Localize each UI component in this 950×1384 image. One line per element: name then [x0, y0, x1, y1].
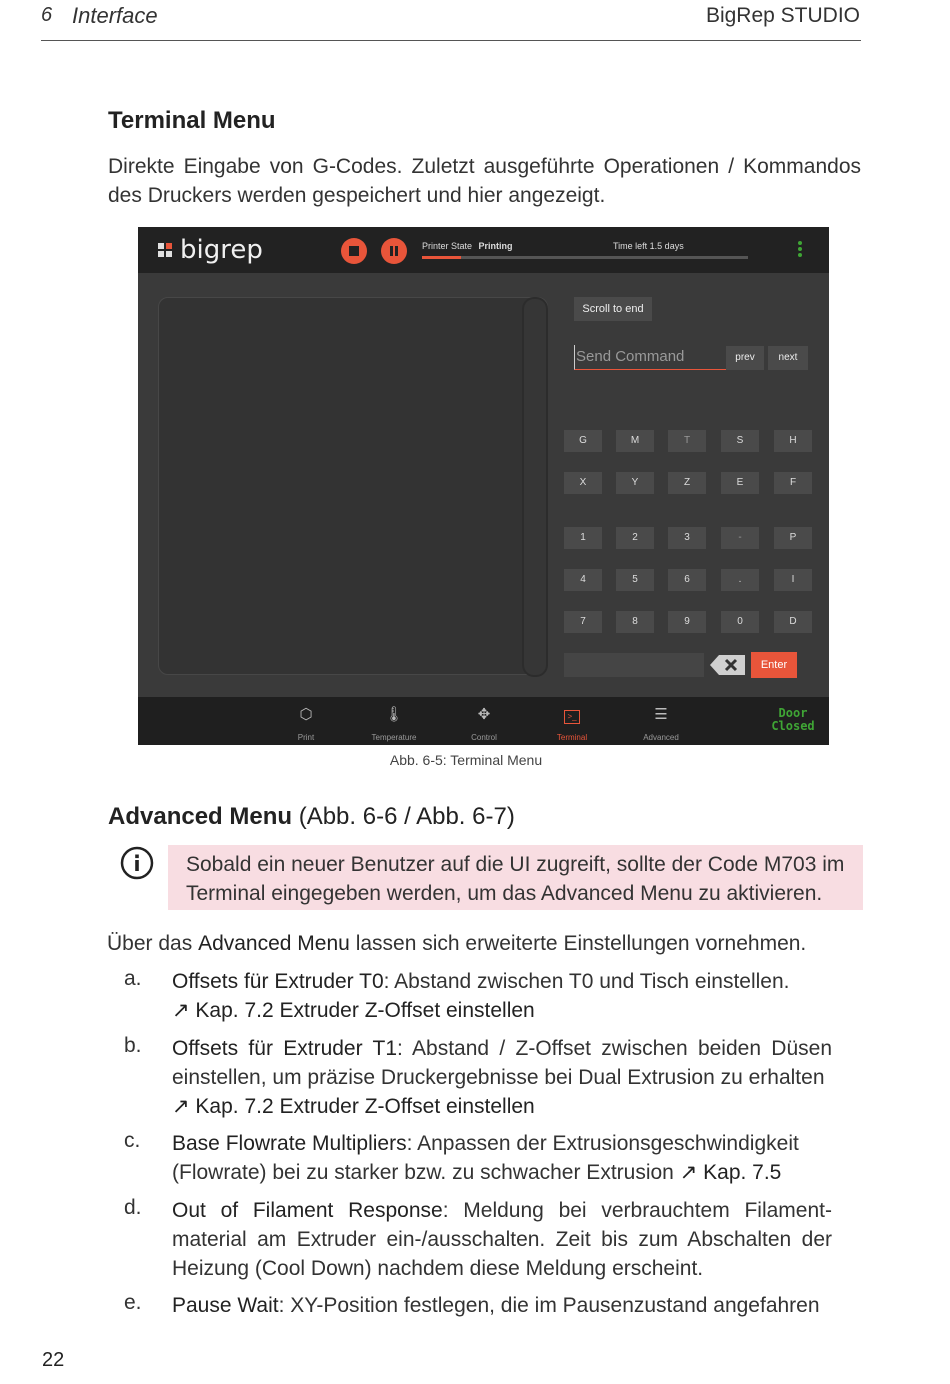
- bottom-nav: [138, 697, 829, 745]
- backspace-icon: [710, 654, 746, 676]
- list-item-b: Offsets für Extruder T1: Abstand / Z-Offset zwischen beiden Düsen einstellen, um präzise Druckergebnisse bei Dual Extrusion zu erhalten ↗ Kap. 7.2 Extruder Z-Offset einstellen: [172, 1034, 832, 1121]
- figure-reference: (Abb. 6-6 / Abb. 6-7): [298, 803, 515, 830]
- chapter-title: Interface: [72, 3, 158, 28]
- key-z[interactable]: Z: [668, 472, 706, 494]
- key-m[interactable]: M: [616, 430, 654, 452]
- terminal-output[interactable]: [158, 297, 548, 675]
- key-3[interactable]: 3: [668, 527, 706, 549]
- printer-state-label: Printer State: [422, 241, 473, 251]
- door-status: Door Closed: [771, 706, 815, 733]
- nav-advanced[interactable]: ☰ Advanced: [621, 705, 701, 742]
- nav-temperature[interactable]: 🌡︎ Temperature: [354, 705, 434, 742]
- terminal-scrollbar[interactable]: [522, 297, 548, 677]
- list-letter-c: c.: [124, 1129, 141, 1152]
- figure-caption: Abb. 6-5: Terminal Menu: [389, 752, 543, 768]
- stop-button[interactable]: [341, 238, 367, 264]
- chapter-number: 6: [41, 4, 53, 26]
- list-letter-a: a.: [124, 967, 142, 990]
- section-title-advanced: Advanced Menu (Abb. 6-6 / Abb. 6-7): [108, 803, 515, 830]
- key-dot[interactable]: .: [721, 569, 759, 591]
- command-preview-field[interactable]: [564, 653, 704, 677]
- info-icon: [120, 846, 154, 880]
- key-f[interactable]: F: [774, 472, 812, 494]
- chapter-link[interactable]: ↗ Kap. 7.5: [679, 1161, 782, 1184]
- key-1[interactable]: 1: [564, 527, 602, 549]
- key-t[interactable]: T: [668, 430, 706, 452]
- info-note-text: Sobald ein neuer Benutzer auf die UI zugreift, sollte der Code M703 im Terminal eingegeben werden, um das Advanced Menu zu aktivieren.: [186, 853, 845, 905]
- list-letter-d: d.: [124, 1196, 142, 1219]
- pause-icon: [390, 246, 393, 256]
- sliders-icon: ☰: [654, 706, 668, 723]
- key-2[interactable]: 2: [616, 527, 654, 549]
- app-logo-text: bigrep: [180, 235, 263, 265]
- pause-button[interactable]: [381, 238, 407, 264]
- chapter-link[interactable]: ↗ Kap. 7.2 Extruder Z-Offset einstellen: [172, 1095, 535, 1118]
- list-item-e: Pause Wait: XY-Position festlegen, die im Pausenzustand angefahren: [172, 1294, 820, 1317]
- cube-icon: ⬡: [299, 706, 313, 723]
- key-4[interactable]: 4: [564, 569, 602, 591]
- next-button[interactable]: next: [768, 346, 808, 370]
- section-title-terminal: Terminal Menu: [108, 107, 276, 134]
- list-item-c: Base Flowrate Multipliers: Anpassen der Extrusionsgeschwindigkeit (Flowrate) bei zu starker bzw. zu schwacher Extrusion ↗ Kap. 7.5: [172, 1132, 799, 1184]
- key-0[interactable]: 0: [721, 611, 759, 633]
- key-5[interactable]: 5: [616, 569, 654, 591]
- header-rule: [41, 40, 861, 41]
- chapter-link[interactable]: ↗ Kap. 7.2 Extruder Z-Offset einstellen: [172, 999, 535, 1022]
- terminal-description: Direkte Eingabe von G-Codes. Zuletzt ausgeführte Operationen / Kommandos des Druckers werden gespeichert und hier angezeigt.: [108, 155, 861, 207]
- backspace-button[interactable]: [710, 654, 746, 676]
- list-letter-e: e.: [124, 1291, 142, 1314]
- key-p[interactable]: P: [774, 527, 812, 549]
- terminal-icon: >_: [532, 705, 612, 725]
- key-h[interactable]: H: [774, 430, 812, 452]
- list-item-d: Out of Filament Response: Meldung bei verbrauchtem Filamentmaterial am Extruder ein-/ausschalten. Zeit bis zum Abschalten der Heizung (Cool Down) nachdem diese Meldung erscheint.: [172, 1199, 832, 1280]
- list-letter-b: b.: [124, 1034, 142, 1057]
- prev-button[interactable]: prev: [726, 346, 764, 370]
- progress-bar: [422, 256, 748, 259]
- product-name: BigRep STUDIO: [705, 4, 860, 27]
- advanced-intro: Über das Advanced Menu lassen sich erweiterte Einstellungen vornehmen.: [107, 932, 807, 955]
- key-e[interactable]: E: [721, 472, 759, 494]
- key-9[interactable]: 9: [668, 611, 706, 633]
- nav-print[interactable]: ⬡ Print: [266, 705, 346, 742]
- printer-state-value: Printing: [478, 241, 513, 251]
- app-topbar: [138, 227, 829, 273]
- move-arrows-icon: ✥: [477, 706, 491, 723]
- key-6[interactable]: 6: [668, 569, 706, 591]
- list-item-a: Offsets für Extruder T0: Abstand zwischen T0 und Tisch einstellen. ↗ Kap. 7.2 Extruder Z-Offset einstellen: [172, 967, 832, 1025]
- key-s[interactable]: S: [721, 430, 759, 452]
- nav-control[interactable]: ✥ Control: [444, 705, 524, 742]
- key-8[interactable]: 8: [616, 611, 654, 633]
- key-g[interactable]: G: [564, 430, 602, 452]
- key-x[interactable]: X: [564, 472, 602, 494]
- key-minus[interactable]: -: [721, 527, 759, 549]
- enter-button[interactable]: Enter: [751, 652, 797, 678]
- nav-terminal[interactable]: >_ Terminal: [532, 705, 612, 742]
- key-y[interactable]: Y: [616, 472, 654, 494]
- terminal-screenshot: [138, 227, 829, 745]
- stop-icon: [349, 246, 359, 256]
- key-d[interactable]: D: [774, 611, 812, 633]
- kebab-menu-icon[interactable]: [798, 241, 802, 257]
- thermometer-icon: 🌡︎: [384, 706, 404, 723]
- key-i[interactable]: I: [774, 569, 812, 591]
- scroll-to-end-button[interactable]: Scroll to end: [574, 297, 652, 321]
- time-left: Time left 1.5 days: [613, 241, 684, 251]
- page-number: 22: [42, 1349, 65, 1371]
- key-7[interactable]: 7: [564, 611, 602, 633]
- send-command-input[interactable]: Send Command: [574, 345, 726, 370]
- bigrep-logo-icon: [158, 243, 174, 259]
